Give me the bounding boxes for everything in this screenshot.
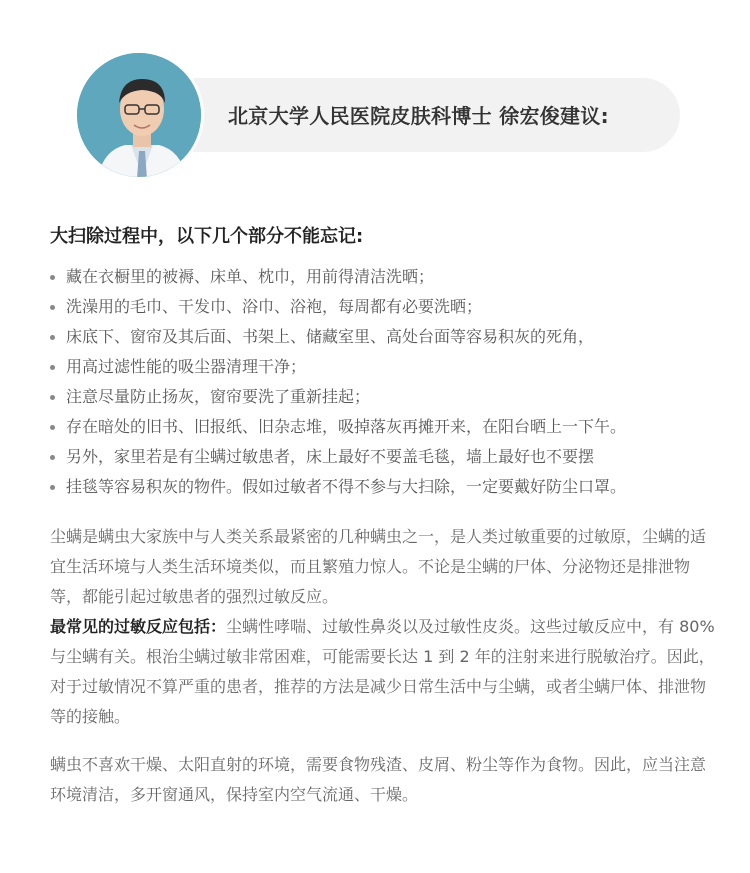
bullet-dot-icon: [50, 455, 55, 460]
bullet-dot-icon: [50, 395, 55, 400]
allergy-reactions-paragraph: [50, 612, 715, 732]
bullet-dot-icon: [50, 485, 55, 490]
bullet-dot-icon: [50, 335, 55, 340]
list-item-text: 另外，家里若是有尘螨过敏患者，床上最好不要盖毛毯，墙上最好也不要摆: [66, 447, 595, 466]
doctor-portrait-icon: [77, 53, 204, 180]
list-item-text: 床底下、窗帘及其后面、书架上、储藏室里、高处台面等容易积灰的死角，: [66, 327, 595, 346]
doctor-header: [0, 0, 750, 200]
bullet-dot-icon: [50, 305, 55, 310]
list-item: [50, 322, 730, 352]
bullet-dot-icon: [50, 425, 55, 430]
list-item-text: 用高过滤性能的吸尘器清理干净；: [66, 357, 307, 376]
list-item: [50, 262, 730, 292]
doctor-title: 北京大学人民医院皮肤科博士 徐宏俊建议:: [228, 104, 609, 128]
list-item: [50, 352, 730, 382]
list-item-text: 挂毯等容易积灰的物件。假如过敏者不得不参与大扫除，一定要戴好防尘口罩。: [66, 477, 627, 496]
list-item: [50, 292, 730, 322]
bullet-dot-icon: [50, 275, 55, 280]
cleaning-list: [50, 262, 730, 502]
list-item-text: 藏在衣橱里的被褥、床单、枕巾，用前得清洁洗晒；: [66, 267, 435, 286]
environment-advice-paragraph: 螨虫不喜欢干燥、太阳直射的环境，需要食物残渣、皮屑、粉尘等作为食物。因此，应当注意环境清洁，多开窗通风，保持室内空气流通、干燥。: [50, 755, 707, 804]
list-item-text: 洗澡用的毛巾、干发巾、浴巾、浴袍，每周都有必要洗晒；: [66, 297, 483, 316]
allergy-reactions-body: 尘螨性哮喘、过敏性鼻炎以及过敏性皮炎。这些过敏反应中，有 80% 与尘螨有关。根治尘螨过敏非常困难，可能需要长达 1 到 2 年的注射来进行脱敏治疗。因此，对于过敏情况不算严重的患者，推荐的方法是减少日常生活中与尘螨，或者尘螨尸体、排泄物等的接触。: [50, 617, 715, 726]
allergy-reactions-lead: 最常见的过敏反应包括：: [50, 617, 227, 636]
list-item: [50, 412, 730, 442]
list-item: [50, 382, 730, 412]
doctor-avatar: [74, 50, 204, 180]
bullet-dot-icon: [50, 365, 55, 370]
list-item: [50, 442, 730, 472]
list-item: [50, 472, 730, 502]
list-item-text: 存在暗处的旧书、旧报纸、旧杂志堆，吸掉落灰再摊开来，在阳台晒上一下午。: [66, 417, 627, 436]
dust-mite-intro-paragraph: 尘螨是螨虫大家族中与人类关系最紧密的几种螨虫之一，是人类过敏重要的过敏原，尘螨的适宜生活环境与人类生活环境类似，而且繁殖力惊人。不论是尘螨的尸体、分泌物还是排泄物等，都能引起过敏患者的强烈过敏反应。: [50, 527, 707, 606]
section-heading: 大扫除过程中，以下几个部分不能忘记:: [50, 226, 364, 247]
list-item-text: 注意尽量防止扬灰，窗帘要洗了重新挂起；: [66, 387, 371, 406]
